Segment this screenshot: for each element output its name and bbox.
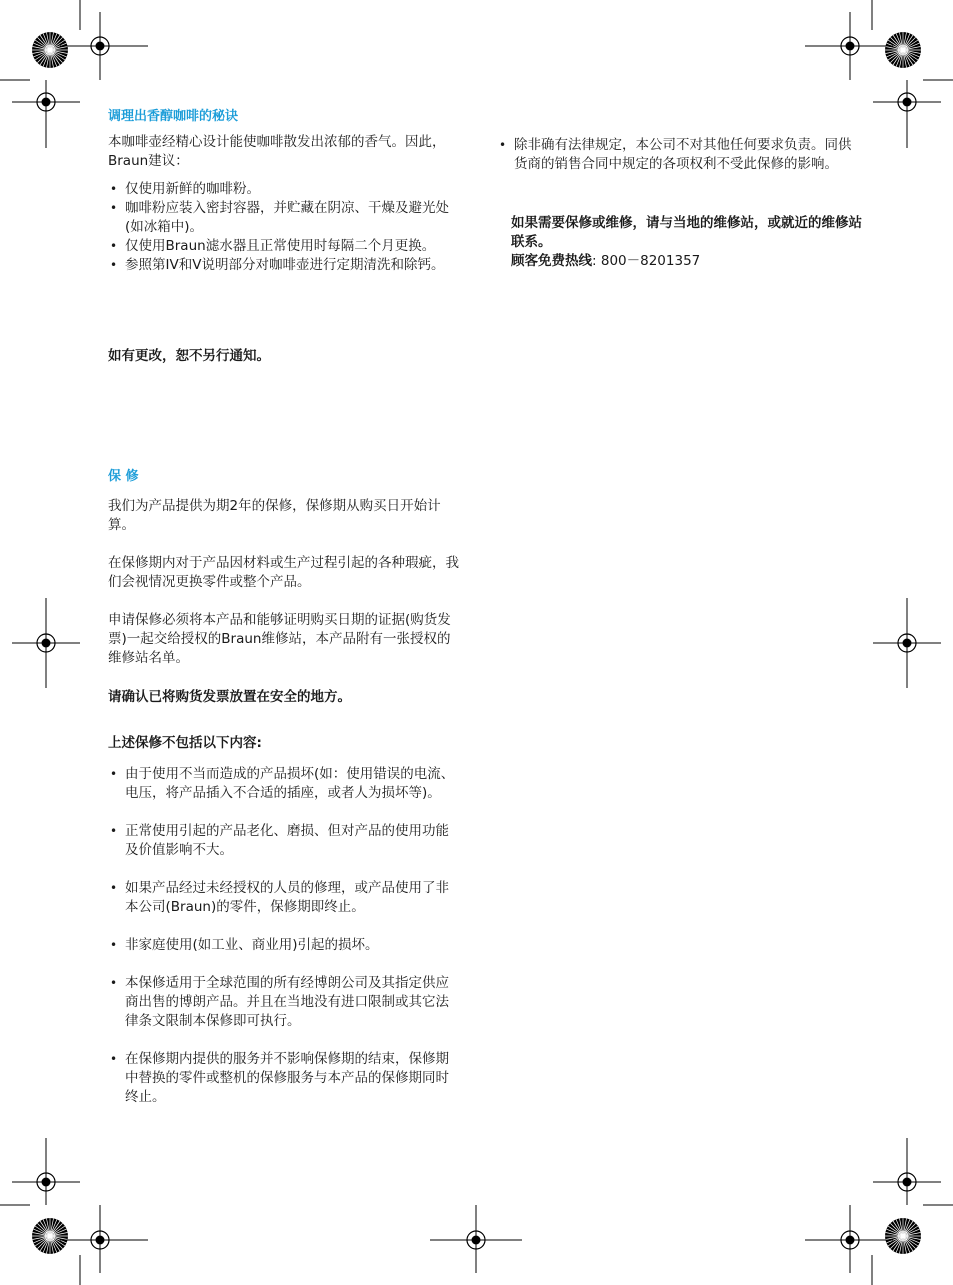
list-item: • 咖啡粉应装入密封容器，并贮藏在阴凉、干燥及避光处(如冰箱中)。	[108, 199, 460, 237]
list-item: • 本保修适用于全球范围的所有经博朗公司及其指定供应商出售的博朗产品。并且在当地没有进口限制或其它法律条文限制本保修即可执行。	[108, 974, 460, 1031]
warranty-para-1-text: 我们为产品提供为期2年的保修，保修期从购买日开始计算。	[108, 498, 441, 533]
list-item: • 非家庭使用(如工业、商业用)引起的损坏。	[108, 936, 460, 955]
warranty-para-2	[108, 554, 460, 592]
notice-text: 如有更改，恕不另行通知。	[108, 348, 270, 364]
warranty-para-3-text: 申请保修必须将本产品和能够证明购买日期的证据(购货发票)一起交给授权的Braun维修站，本产品附有一张授权的维修站名单。	[108, 612, 451, 666]
hotline-label: 顾客免费热线	[511, 253, 592, 269]
tips-heading: 调理出香醇咖啡的秘诀	[108, 109, 239, 124]
hotline-number: 800－8201357	[600, 253, 701, 269]
tips-list	[108, 180, 460, 275]
tips-intro-text: 本咖啡壶经精心设计能使咖啡散发出浓郁的香气。因此，Braun建议：	[108, 134, 446, 169]
hotline-separator: :	[592, 253, 597, 269]
list-item: • 仅使用Braun滤水器且正常使用时每隔二个月更换。	[108, 237, 460, 256]
tips-intro	[108, 133, 460, 171]
right-list	[497, 136, 862, 174]
warranty-confirm	[108, 688, 460, 707]
list-item: • 在保修期内提供的服务并不影响保修期的结束，保修期中替换的零件或整机的保修服务与本产品的保修期同时终止。	[108, 1050, 460, 1107]
warranty-confirm-text: 请确认已将购货发票放置在安全的地方。	[108, 689, 351, 705]
list-item: • 参照第IV和V说明部分对咖啡壶进行定期清洗和除钙。	[108, 256, 460, 275]
service-contact	[497, 214, 862, 271]
warranty-para-2-text: 在保修期内对于产品因材料或生产过程引起的各种瑕疵，我们会视情况更换零件或整个产品。	[108, 555, 459, 590]
warranty-para-3	[108, 611, 460, 668]
list-item: • 由于使用不当而造成的产品损坏(如：使用错误的电流、电压，将产品插入不合适的插座，或者人为损坏等)。	[108, 765, 460, 803]
exclusions-list	[108, 765, 460, 1126]
exclusions-title	[108, 734, 460, 753]
warranty-section	[108, 467, 460, 486]
list-item: • 除非确有法律规定，本公司不对其他任何要求负责。同供货商的销售合同中规定的各项权利不受此保修的影响。	[497, 136, 862, 174]
warranty-para-1	[108, 497, 460, 535]
warranty-heading: 保 修	[108, 469, 139, 484]
list-item: • 如果产品经过未经授权的人员的修理，或产品使用了非本公司(Braun)的零件，保修期即终止。	[108, 879, 460, 917]
notice	[108, 347, 460, 366]
list-item: • 仅使用新鲜的咖啡粉。	[108, 180, 460, 199]
tips-section	[108, 107, 460, 126]
service-text: 如果需要保修或维修，请与当地的维修站，或就近的维修站联系。	[511, 215, 862, 250]
hotline-line	[511, 252, 862, 271]
list-item: • 正常使用引起的产品老化、磨损、但对产品的使用功能及价值影响不大。	[108, 822, 460, 860]
exclusions-title-text: 上述保修不包括以下内容:	[108, 735, 262, 751]
